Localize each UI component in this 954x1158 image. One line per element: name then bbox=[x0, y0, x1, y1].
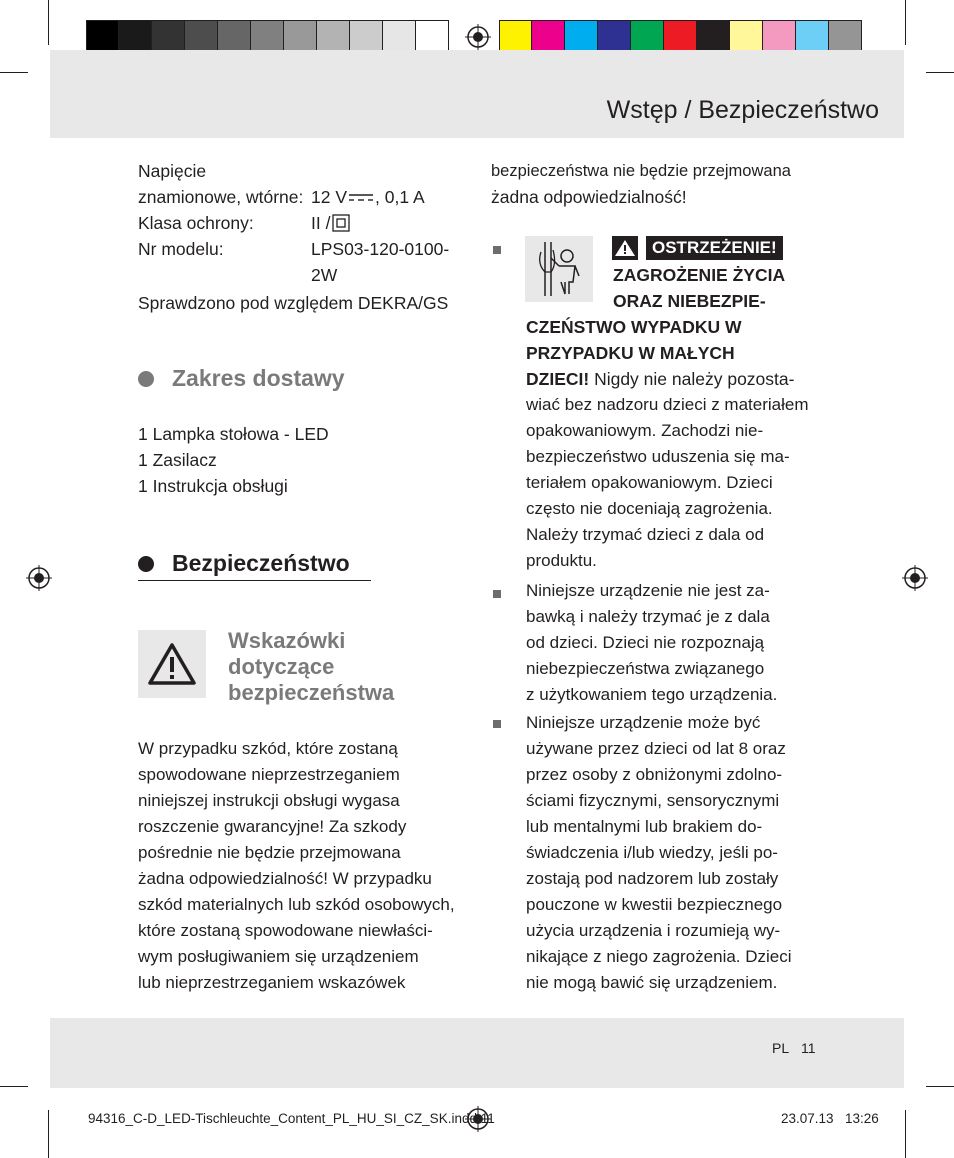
delivery-item: 1 Instrukcja obsługi bbox=[138, 476, 288, 496]
color-swatch bbox=[565, 20, 598, 54]
bullet-line: używane przez dzieci od lat 8 oraz bbox=[526, 739, 786, 758]
footer-filename: 94316_C-D_LED-Tischleuchte_Content_PL_HU_SI_CZ_SK.indd 11 bbox=[88, 1111, 495, 1126]
warning-title: CZEŃSTWO WYPADKU W bbox=[526, 317, 742, 337]
color-swatch bbox=[697, 20, 730, 54]
list-bullet-icon bbox=[493, 720, 501, 728]
footer-date: 23.07.13 bbox=[781, 1111, 834, 1126]
warning-title: ORAZ NIEBEZPIE- bbox=[613, 291, 766, 311]
color-swatch bbox=[86, 20, 119, 54]
crop-mark bbox=[926, 72, 954, 73]
crop-mark bbox=[48, 0, 49, 45]
registration-mark-icon bbox=[465, 24, 491, 50]
paragraph-line: W przypadku szkód, które zostaną bbox=[138, 739, 398, 758]
warning-triangle-icon bbox=[612, 236, 638, 260]
delivery-item: 1 Zasilacz bbox=[138, 450, 217, 470]
bullet-line: od dzieci. Dzieci nie rozpoznają bbox=[526, 633, 765, 652]
paragraph-line: które zostaną spowodowane niewłaści- bbox=[138, 921, 433, 940]
warning-title: ZAGROŻENIE ŻYCIA bbox=[613, 265, 786, 285]
child-hazard-icon bbox=[525, 236, 593, 302]
paragraph-line: spowodowane nieprzestrzeganiem bbox=[138, 765, 400, 784]
bullet-line: bawką i należy trzymać je z dala bbox=[526, 607, 770, 626]
delivery-item: 1 Lampka stołowa - LED bbox=[138, 424, 329, 444]
registration-mark-icon bbox=[902, 565, 928, 591]
warning-line: często nie doceniają zagrożenia. bbox=[526, 499, 773, 518]
color-swatch bbox=[664, 20, 697, 54]
paragraph-line: roszczenie gwarancyjne! Za szkody bbox=[138, 817, 407, 836]
safety-subheading: Wskazówki bbox=[228, 628, 346, 653]
crop-mark bbox=[926, 1086, 954, 1087]
color-swatch bbox=[152, 20, 185, 54]
paragraph-line: lub nieprzestrzeganiem wskazówek bbox=[138, 973, 406, 992]
warning-title: PRZYPADKU W MAŁYCH bbox=[526, 343, 735, 363]
child-pictogram-box bbox=[525, 236, 593, 302]
safety-heading-underline bbox=[138, 580, 371, 581]
color-swatch bbox=[730, 20, 763, 54]
bullet-line: pouczone w kwestii bezpiecznego bbox=[526, 895, 783, 914]
bullet-line: przez osoby z obniżonymi zdolno- bbox=[526, 765, 783, 784]
list-bullet-icon bbox=[493, 590, 501, 598]
warning-badge bbox=[612, 236, 783, 260]
double-insulation-icon bbox=[332, 214, 350, 232]
color-swatch bbox=[251, 20, 284, 54]
warning-line: wiać bez nadzoru dzieci z materiałem bbox=[526, 395, 809, 414]
section-bullet-icon bbox=[138, 556, 154, 572]
color-swatch bbox=[350, 20, 383, 54]
page-number: 11 bbox=[801, 1040, 816, 1056]
color-swatch bbox=[598, 20, 631, 54]
color-swatch bbox=[218, 20, 251, 54]
bullet-line: lub mentalnymi lub brakiem do- bbox=[526, 817, 763, 836]
spec-voltage-value: 12 V , 0,1 A bbox=[311, 187, 425, 207]
delivery-heading: Zakres dostawy bbox=[172, 365, 345, 391]
continuation-text: żadna odpowiedzialność! bbox=[491, 187, 687, 207]
grayscale-color-bar bbox=[86, 20, 449, 54]
bullet-line: ściami fizycznymi, sensorycznymi bbox=[526, 791, 780, 810]
warning-line: bezpieczeństwo uduszenia się ma- bbox=[526, 447, 790, 466]
bullet-line: Niniejsze urządzenie nie jest za- bbox=[526, 581, 770, 600]
dc-symbol-icon bbox=[348, 191, 374, 205]
spec-model-value-2: 2W bbox=[311, 265, 338, 285]
spec-model-value: LPS03-120-0100- bbox=[311, 239, 450, 259]
color-swatch bbox=[763, 20, 796, 54]
spec-voltage-label-2: znamionowe, wtórne: bbox=[138, 187, 304, 207]
crop-mark bbox=[0, 1086, 28, 1087]
bullet-line: nie mogą bawić się urządzeniem. bbox=[526, 973, 778, 992]
continuation-text: bezpieczeństwa nie będzie przejmowana bbox=[491, 162, 791, 180]
color-swatch bbox=[383, 20, 416, 54]
paragraph-line: niniejszej instrukcji obsługi wygasa bbox=[138, 791, 400, 810]
warning-line: teriałem opakowaniowym. Dzieci bbox=[526, 473, 773, 492]
footer-time: 13:26 bbox=[845, 1111, 879, 1126]
color-swatch bbox=[499, 20, 532, 54]
bullet-line: użycia urządzenia i rozumieją wy- bbox=[526, 921, 781, 940]
footer-language: PL bbox=[772, 1040, 790, 1056]
warning-line: Należy trzymać dzieci z dala od bbox=[526, 525, 765, 544]
warning-line: opakowaniowym. Zachodzi nie- bbox=[526, 421, 764, 440]
list-bullet-icon bbox=[493, 246, 501, 254]
crop-mark bbox=[48, 1110, 49, 1158]
bullet-line: świadczenia i/lub wiedzy, jeśli po- bbox=[526, 843, 778, 862]
color-swatch bbox=[185, 20, 218, 54]
process-color-bar bbox=[499, 20, 862, 54]
color-swatch bbox=[829, 20, 862, 54]
bullet-line: zostają pod nadzorem lub zostały bbox=[526, 869, 779, 888]
spec-protection-value: II / bbox=[311, 210, 350, 236]
color-swatch bbox=[284, 20, 317, 54]
warning-badge-label: OSTRZEŻENIE! bbox=[646, 236, 783, 260]
warning-line: produktu. bbox=[526, 551, 597, 570]
warning-first-line: DZIECI! Nigdy nie należy pozosta- bbox=[526, 369, 795, 389]
color-swatch bbox=[317, 20, 350, 54]
safety-subheading: bezpieczeństwa bbox=[228, 680, 395, 705]
warning-triangle-icon bbox=[147, 642, 197, 686]
bullet-line: Niniejsze urządzenie może być bbox=[526, 713, 761, 732]
crop-mark bbox=[905, 1110, 906, 1158]
section-bullet-icon bbox=[138, 371, 154, 387]
registration-mark-icon bbox=[26, 565, 52, 591]
bullet-line: z użytkowaniem tego urządzenia. bbox=[526, 685, 778, 704]
safety-heading: Bezpieczeństwo bbox=[172, 550, 350, 576]
color-swatch bbox=[119, 20, 152, 54]
crop-mark bbox=[905, 0, 906, 45]
color-swatch bbox=[532, 20, 565, 54]
paragraph-line: żadna odpowiedzialność! W przypadku bbox=[138, 869, 432, 888]
safety-subheading: dotyczące bbox=[228, 654, 335, 679]
paragraph-line: szkód materialnych lub szkód osobowych, bbox=[138, 895, 455, 914]
warning-triangle-box bbox=[138, 630, 206, 698]
bullet-line: niebezpieczeństwa związanego bbox=[526, 659, 765, 678]
spec-protection-label: Klasa ochrony: bbox=[138, 213, 254, 233]
page-title: Wstęp / Bezpieczeństwo bbox=[606, 96, 879, 124]
spec-model-label: Nr modelu: bbox=[138, 239, 224, 259]
paragraph-line: wym posługiwaniem się urządzeniem bbox=[138, 947, 419, 966]
spec-voltage-label: Napięcie bbox=[138, 161, 207, 181]
color-swatch bbox=[416, 20, 449, 54]
color-swatch bbox=[631, 20, 664, 54]
crop-mark bbox=[0, 72, 28, 73]
bullet-line: nikające z niego zagrożenia. Dzieci bbox=[526, 947, 792, 966]
paragraph-line: pośrednie nie będzie przejmowana bbox=[138, 843, 401, 862]
color-swatch bbox=[796, 20, 829, 54]
spec-tested: Sprawdzono pod względem DEKRA/GS bbox=[138, 293, 449, 313]
